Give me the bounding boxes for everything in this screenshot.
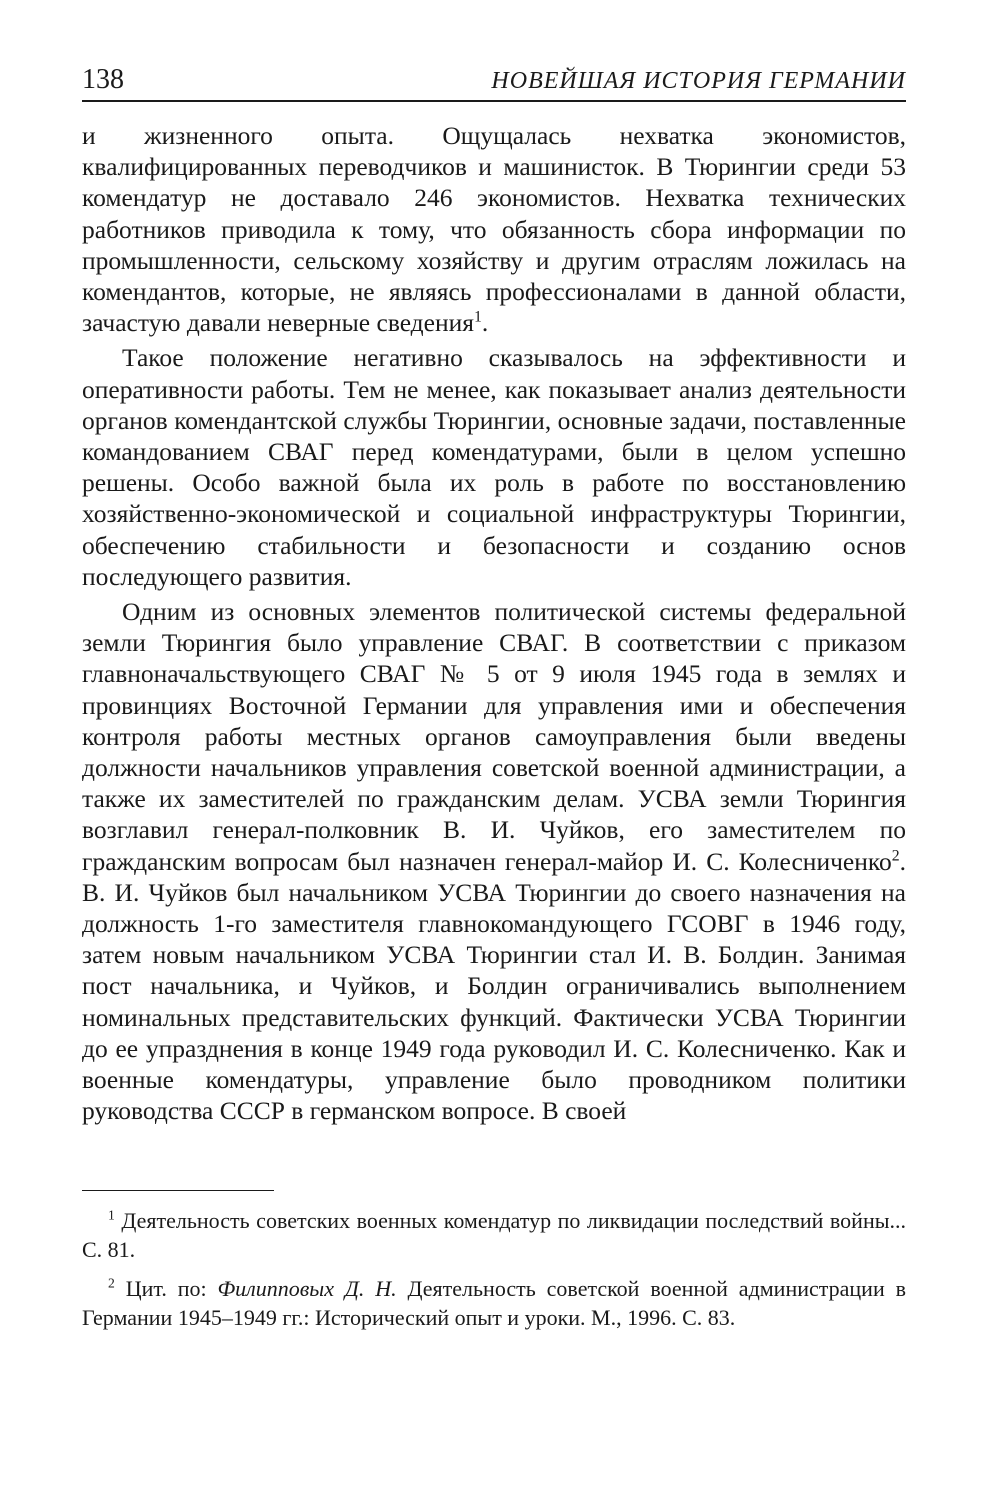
running-header — [82, 62, 906, 104]
paragraph-1-end: . — [481, 308, 489, 338]
footnote-mark-1: 1 — [108, 1207, 115, 1223]
footnote-2-prefix: Цит. по: — [114, 1276, 218, 1301]
footnote-2-author: Филипповых Д. Н. — [217, 1276, 397, 1301]
paragraph-1-text: и жизненного опыта. Ощущалась нехватка экономистов, квалифицированных переводчиков и машинисток. В Тюрингии среди 53 комендатур не доставало 246 экономистов. Нехватка технических работников приводила к тому, что обязанность сбора информации по промышленности, сельскому хозяйству и другим отраслям ложилась на комендантов, которые, не являясь профессионалами в данной области, зачастую давали неверные сведения — [82, 121, 906, 338]
body-text — [82, 120, 906, 1127]
paragraph-2-text: Такое положение негативно сказывалось на эффективности и оперативности работы. Тем не менее, как показывает анализ деятельности органов комендантской службы Тюрингии, основные задачи, поставленные командованием СВАГ перед комендатурами, были в целом успешно решены. Особо важной была их роль в работе по восстановлению хозяйственно-экономической и социальной инфраструктуры Тюрингии, обеспечению стабильности и безопасности и созданию основ последующего развития. — [82, 343, 906, 591]
page-number: 138 — [82, 64, 124, 95]
footnote-2 — [82, 1275, 906, 1332]
footnote-ref-1[interactable]: 1 — [474, 308, 482, 326]
footnote-ref-2[interactable]: 2 — [891, 847, 900, 865]
paragraph-2 — [82, 342, 906, 592]
footnote-1 — [82, 1207, 906, 1264]
paragraph-3 — [82, 596, 906, 1126]
paragraph-3-text-a: Одним из основных элементов политической системы федеральной земли Тюрингия было управление СВАГ. В соответствии с приказом главноначальствующего СВАГ № 5 от 9 июля 1945 года в землях и провинциях Восточной Германии для управления ими и обеспечения контроля работы местных органов самоуправления были введены должности начальников управления советской военной администрации, а также их заместителей по гражданским делам. УСВА земли Тюрингия возглавил генерал-полковник В. И. Чуйков, его заместителем по гражданским вопросам был назначен генерал-майор И. С. Колесниченко — [82, 597, 906, 876]
footnote-1-text: Деятельность советских военных комендатур по ликвидации последствий войны... С. 81. — [82, 1208, 906, 1262]
paragraph-1 — [82, 120, 906, 338]
footnote-separator — [82, 1190, 274, 1191]
paragraph-3-text-b: . В. И. Чуйков был начальником УСВА Тюрингии до своего назначения на должность 1-го заместителя главнокомандующего ГСОВГ в 1946 году, затем новым начальником УСВА Тюрингии стал И. В. Болдин. Занимая пост начальника, и Чуйков, и Болдин ограничивались выполнением номинальных представительских функций. Фактически УСВА Тюрингии до ее упразднения в конце 1949 года руководил И. С. Колесниченко. Как и военные комендатуры, управление было проводником политики руководства СССР в германском вопросе. В своей — [82, 846, 906, 1126]
running-title: НОВЕЙШАЯ ИСТОРИЯ ГЕРМАНИИ — [491, 68, 906, 94]
footnote-mark-2: 2 — [108, 1275, 115, 1291]
header-rule — [82, 100, 906, 102]
footnotes — [82, 1207, 906, 1343]
footnote-2-text: Деятельность советской военной администрации в Германии 1945–1949 гг.: Исторический опыт и уроки. М., 1996. С. 83. — [82, 1276, 906, 1330]
